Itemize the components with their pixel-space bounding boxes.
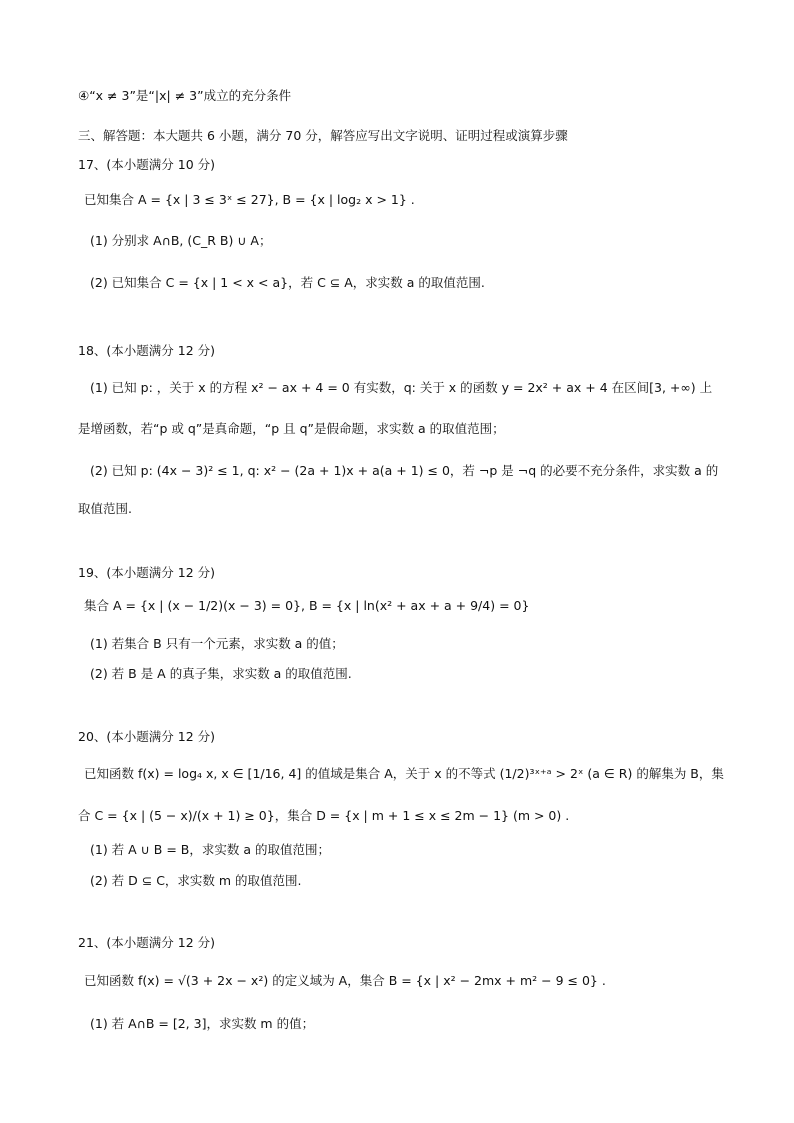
problem-20-heading: 20、(本小题满分 12 分) <box>78 729 216 744</box>
problem-19-part-1: (1) 若集合 B 只有一个元素，求实数 a 的值； <box>90 636 344 651</box>
problem-17-part-1: (1) 分别求 A∩B, (C_R B) ∪ A； <box>90 233 272 248</box>
problem-21-part-1: (1) 若 A∩B = [2, 3]，求实数 m 的值； <box>90 1016 315 1031</box>
problem-17-heading: 17、(本小题满分 10 分) <box>78 157 216 172</box>
problem-21-stem: 已知函数 f(x) = √(3 + 2x − x²) 的定义域为 A，集合 B = {x | x² − 2mx + m² − 9 ≤ 0} . <box>84 973 606 988</box>
problem-18-heading: 18、(本小题满分 12 分) <box>78 343 216 358</box>
statement-4: ④“x ≠ 3”是“|x| ≠ 3”成立的充分条件 <box>78 88 292 103</box>
problem-18-part-2: (2) 已知 p: (4x − 3)² ≤ 1, q: x² − (2a + 1)x + a(a + 1) ≤ 0，若 ¬p 是 ¬q 的必要不充分条件，求实数 a 的 <box>90 463 719 478</box>
problem-19-heading: 19、(本小题满分 12 分) <box>78 565 216 580</box>
problem-20-part-1: (1) 若 A ∪ B = B，求实数 a 的取值范围； <box>90 842 330 857</box>
problem-19-stem: 集合 A = {x | (x − 1/2)(x − 3) = 0}, B = {x | ln(x² + ax + a + 9/4) = 0} <box>84 598 530 613</box>
problem-20-stem: 已知函数 f(x) = log₄ x, x ∈ [1/16, 4] 的值域是集合 A，关于 x 的不等式 (1/2)³ˣ⁺ᵃ > 2ˣ (a ∈ R) 的解集为 B，集 <box>84 766 724 781</box>
section-heading: 三、解答题：本大题共 6 小题，满分 70 分，解答应写出文字说明、证明过程或演算步骤 <box>78 128 568 143</box>
problem-18-part-1-cont: 是增函数，若“p 或 q”是真命题，“p 且 q”是假命题，求实数 a 的取值范围； <box>78 421 505 436</box>
problem-17-stem: 已知集合 A = {x | 3 ≤ 3ˣ ≤ 27}, B = {x | log₂ x > 1} . <box>84 192 415 207</box>
problem-20-stem-cont: 合 C = {x | (5 − x)/(x + 1) ≥ 0}，集合 D = {x | m + 1 ≤ x ≤ 2m − 1} (m > 0) . <box>78 808 570 823</box>
problem-19-part-2: (2) 若 B 是 A 的真子集，求实数 a 的取值范围. <box>90 666 352 681</box>
problem-20-part-2: (2) 若 D ⊆ C，求实数 m 的取值范围. <box>90 873 302 888</box>
problem-18-part-2-cont: 取值范围. <box>78 501 132 516</box>
problem-17-part-2: (2) 已知集合 C = {x | 1 < x < a}，若 C ⊆ A，求实数 a 的取值范围. <box>90 275 485 290</box>
problem-21-heading: 21、(本小题满分 12 分) <box>78 935 216 950</box>
problem-18-part-1: (1) 已知 p: ，关于 x 的方程 x² − ax + 4 = 0 有实数，q: 关于 x 的函数 y = 2x² + ax + 4 在区间[3, +∞) 上 <box>90 380 713 395</box>
